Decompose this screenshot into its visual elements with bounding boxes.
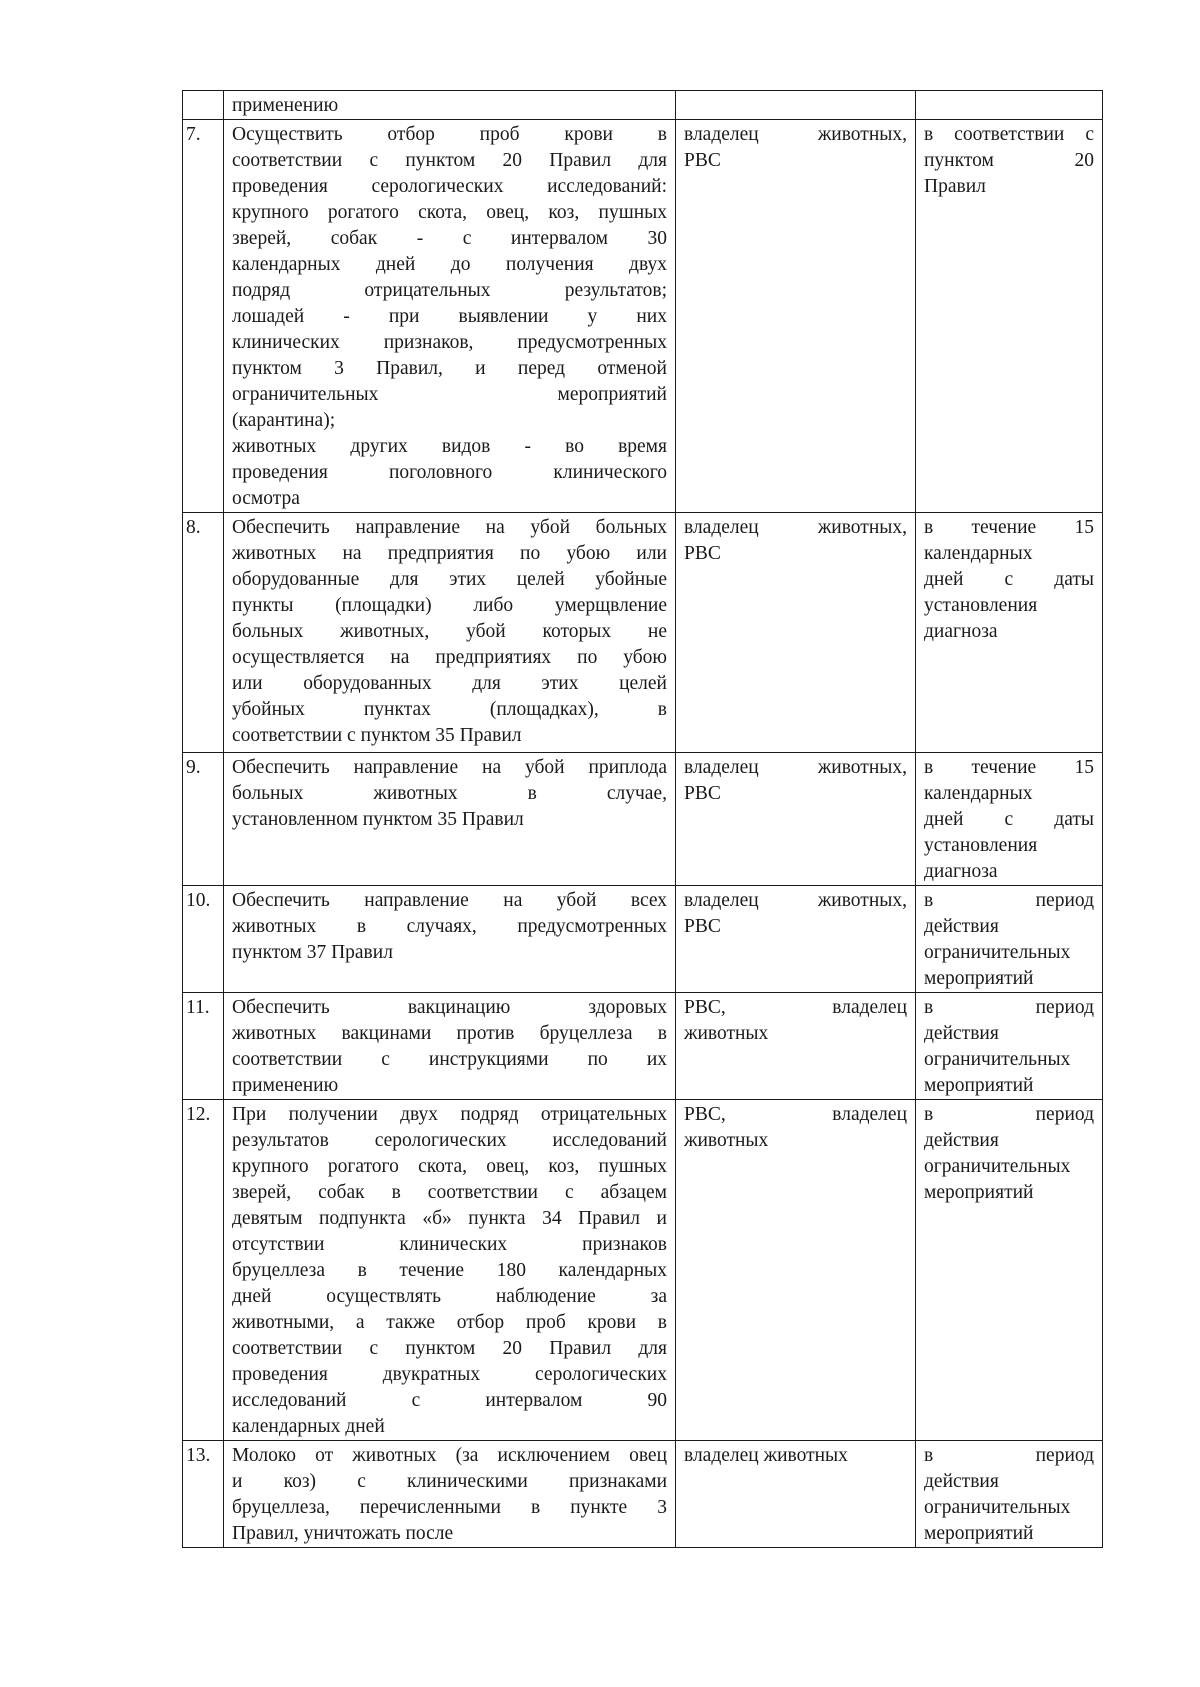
responsible-text-line: владелец животных, [684,890,907,911]
action-text-line: календарных дней [232,1416,385,1437]
item-number: 10. [186,890,211,911]
action-text-line: крупного рогатого скота, овец, коз, пушных [232,202,667,223]
item-number: 9. [186,757,201,778]
item-number-cell [183,886,224,993]
term-text-line: в период [924,997,1094,1018]
term-text-line: установления [924,835,1038,856]
action-text-line: больных животных в случае, [232,783,667,804]
table-row [183,753,1103,886]
table-row [183,993,1103,1100]
action-text-line: результатов серологических исследований [232,1130,667,1151]
term-text-line: Правил [924,176,986,197]
term-text-line: в период [924,1445,1094,1466]
action-text-line: календарных дней до получения двух [232,254,667,275]
action-text-line: осмотра [232,488,300,509]
measures-table [182,90,1103,1548]
action-text-line: девятым подпункта «б» пункта 34 Правил и [232,1208,667,1229]
responsible-cell [676,91,916,120]
action-text-line: Обеспечить направление на убой приплода [232,757,667,778]
term-cell [916,886,1103,993]
term-text-line: ограничительных [924,1156,1071,1177]
responsible-cell [676,1100,916,1441]
responsible-text-line: владелец животных, [684,124,907,145]
item-number-cell [183,91,224,120]
term-text-line: мероприятий [924,1523,1034,1544]
responsible-cell [676,120,916,513]
responsible-text-line: животных [684,1023,769,1044]
action-text-line: Обеспечить направление на убой больных [232,517,667,538]
action-text-line: лошадей - при выявлении у них [232,306,667,327]
responsible-text-line: владелец животных, [684,517,907,538]
term-text-line: в соответствии с [924,124,1094,145]
action-text-line: соответствии с инструкциями по их [232,1049,667,1070]
action-cell [224,1441,676,1548]
table-row [183,513,1103,753]
action-text-line: убойных пунктах (площадках), в [232,699,667,720]
action-text-line: Правил, уничтожать после [232,1523,454,1544]
action-text-line: применению [232,1075,339,1096]
action-text-line: применению [232,95,339,116]
action-text-line: зверей, собак в соответствии с абзацем [232,1182,667,1203]
term-text-line: мероприятий [924,1182,1034,1203]
term-cell [916,1100,1103,1441]
term-cell [916,513,1103,753]
action-cell [224,1100,676,1441]
responsible-text-line: РВС, владелец [684,997,907,1018]
item-number: 12. [186,1104,211,1125]
action-text-line: или оборудованных для этих целей [232,673,667,694]
term-text-line: дней с даты [924,569,1094,590]
term-text-line: в период [924,890,1094,911]
responsible-text-line: владелец животных, [684,757,907,778]
action-text-line: соответствии с пунктом 35 Правил [232,725,522,746]
responsible-cell [676,513,916,753]
action-text-line: Молоко от животных (за исключением овец [232,1445,667,1466]
term-text-line: действия [924,1130,999,1151]
action-text-line: животных на предприятия по убою или [232,543,667,564]
action-text-line: соответствии с пунктом 20 Правил для [232,150,667,171]
item-number: 7. [186,124,201,145]
table-row [183,91,1103,120]
action-text-line: бруцеллеза в течение 180 календарных [232,1260,667,1281]
term-text-line: установления [924,595,1038,616]
action-text-line: клинических признаков, предусмотренных [232,332,667,353]
term-text-line: в период [924,1104,1094,1125]
action-text-line: Обеспечить вакцинацию здоровых [232,997,667,1018]
responsible-text-line: РВС [684,783,721,804]
term-text-line: пунктом 20 [924,150,1094,171]
responsible-cell [676,753,916,886]
term-text-line: мероприятий [924,968,1034,989]
table-row [183,120,1103,513]
action-cell [224,120,676,513]
action-cell [224,993,676,1100]
item-number: 13. [186,1445,211,1466]
item-number-cell [183,993,224,1100]
action-text-line: соответствии с пунктом 20 Правил для [232,1338,667,1359]
responsible-text-line: РВС [684,543,721,564]
term-text-line: календарных [924,543,1033,564]
table-row [183,1441,1103,1548]
term-text-line: в течение 15 [924,517,1094,538]
term-cell [916,91,1103,120]
action-text-line: При получении двух подряд отрицательных [232,1104,667,1125]
term-text-line: календарных [924,783,1033,804]
responsible-cell [676,886,916,993]
responsible-text-line: РВС [684,150,721,171]
item-number-cell [183,753,224,886]
term-cell [916,1441,1103,1548]
responsible-cell [676,993,916,1100]
term-text-line: диагноза [924,621,998,642]
action-text-line: установленном пунктом 35 Правил [232,809,524,830]
term-text-line: действия [924,1023,999,1044]
action-text-line: животных других видов - во время [232,436,667,457]
responsible-cell [676,1441,916,1548]
item-number-cell [183,1100,224,1441]
action-text-line: Осуществить отбор проб крови в [232,124,667,145]
action-text-line: оборудованные для этих целей убойные [232,569,667,590]
term-cell [916,120,1103,513]
action-text-line: животных в случаях, предусмотренных [232,916,667,937]
action-text-line: отсутствии клинических признаков [232,1234,667,1255]
table-row [183,886,1103,993]
action-text-line: крупного рогатого скота, овец, коз, пушных [232,1156,667,1177]
action-text-line: Обеспечить направление на убой всех [232,890,667,911]
responsible-text-line: РВС, владелец [684,1104,907,1125]
action-cell [224,753,676,886]
action-text-line: проведения серологических исследований: [232,176,667,197]
action-cell [224,886,676,993]
action-text-line: проведения поголовного клинического [232,462,667,483]
action-cell [224,91,676,120]
item-number-cell [183,120,224,513]
term-cell [916,993,1103,1100]
term-text-line: действия [924,1471,999,1492]
table-row [183,1100,1103,1441]
action-text-line: ограничительных мероприятий [232,384,667,405]
action-text-line: зверей, собак - с интервалом 30 [232,228,667,249]
action-text-line: подряд отрицательных результатов; [232,280,667,301]
term-text-line: ограничительных [924,1049,1071,1070]
term-text-line: диагноза [924,861,998,882]
term-text-line: действия [924,916,999,937]
action-text-line: осуществляется на предприятиях по убою [232,647,667,668]
action-text-line: животных вакцинами против бруцеллеза в [232,1023,667,1044]
term-cell [916,753,1103,886]
term-text-line: мероприятий [924,1075,1034,1096]
responsible-text-line: владелец животных [684,1445,848,1466]
item-number: 11. [186,997,210,1018]
action-text-line: и коз) с клиническими признаками [232,1471,667,1492]
term-text-line: дней с даты [924,809,1094,830]
action-text-line: исследований с интервалом 90 [232,1390,667,1411]
item-number-cell [183,1441,224,1548]
action-text-line: пункты (площадки) либо умерщвление [232,595,667,616]
action-text-line: дней осуществлять наблюдение за [232,1286,667,1307]
action-text-line: проведения двукратных серологических [232,1364,667,1385]
term-text-line: в течение 15 [924,757,1094,778]
action-text-line: пунктом 3 Правил, и перед отменой [232,358,667,379]
item-number: 8. [186,517,201,538]
action-text-line: пунктом 37 Правил [232,942,393,963]
responsible-text-line: РВС [684,916,721,937]
responsible-text-line: животных [684,1130,769,1151]
action-cell [224,513,676,753]
action-text-line: бруцеллеза, перечисленными в пункте 3 [232,1497,667,1518]
action-text-line: больных животных, убой которых не [232,621,667,642]
action-text-line: животными, а также отбор проб крови в [232,1312,667,1333]
term-text-line: ограничительных [924,1497,1071,1518]
term-text-line: ограничительных [924,942,1071,963]
item-number-cell [183,513,224,753]
measures-table-body [183,91,1103,1548]
action-text-line: (карантина); [232,410,336,431]
